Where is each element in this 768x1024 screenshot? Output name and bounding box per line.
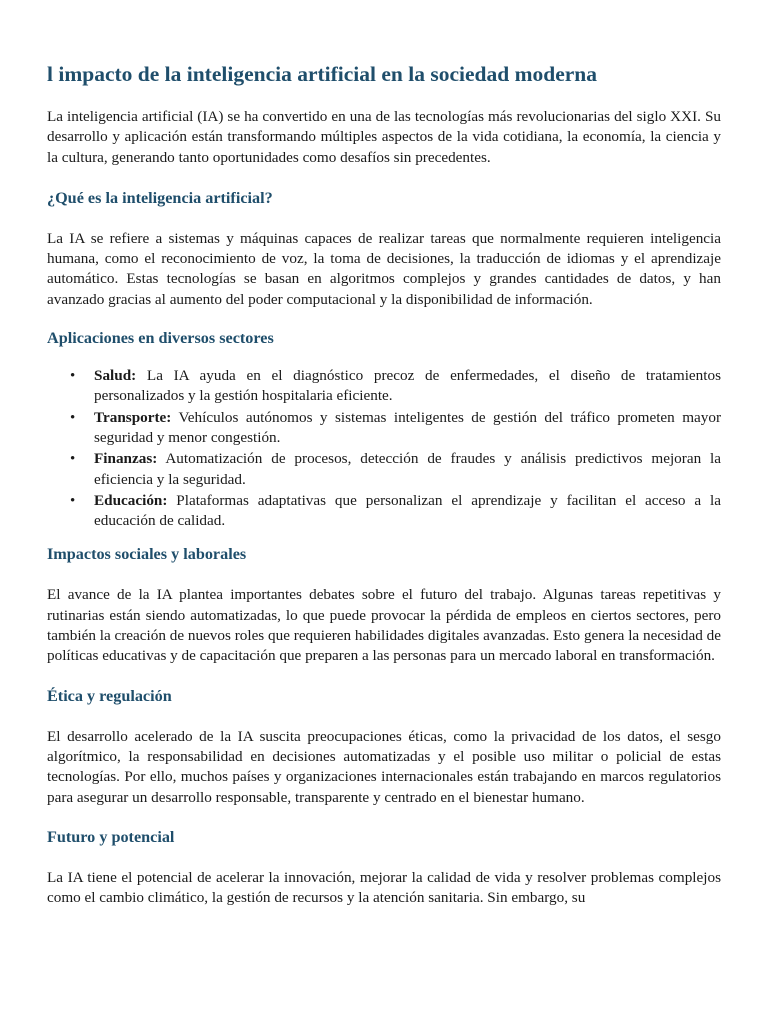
- bullet-term: Salud:: [94, 367, 137, 385]
- section-heading-what-is-ai: ¿Qué es la inteligencia artificial?: [47, 188, 273, 207]
- section-body-future: La IA tiene el potencial de acelerar la innovación, mejorar la calidad de vida y resolver problemas complejos como el cambio climático, la gestión de recursos y la atención sanitaria. Sin embargo, su: [47, 868, 721, 907]
- intro-paragraph: La inteligencia artificial (IA) se ha convertido en una de las tecnologías más revolucionarias del siglo XXI. Su desarrollo y aplicación están transformando múltiples aspectos de la vida cotidiana, la economía, la ciencia y la cultura, generando tanto oportunidades como desafíos sin precedentes.: [47, 108, 721, 166]
- bullet-text: Automatización de procesos, detección de fraudes y análisis predictivos mejoran la eficiencia y la seguridad.: [94, 450, 721, 488]
- bullet-icon: •: [70, 368, 76, 385]
- document-page: [47, 60, 721, 908]
- list-item-health: [47, 366, 721, 407]
- section-heading-social-impacts: Impactos sociales y laborales: [47, 545, 247, 564]
- section-body-what-is-ai: La IA se refiere a sistemas y máquinas capaces de realizar tareas que normalmente requieren inteligencia humana, como el reconocimiento de voz, la toma de decisiones, la traducción de idiomas y el aprendizaje automático. Estas tecnologías se basan en algoritmos complejos y grandes cantidades de datos, y han avanzado gracias al aumento del poder computacional y la disponibilidad de información.: [47, 229, 721, 308]
- bullet-term: Educación:: [94, 491, 168, 509]
- bullet-icon: •: [70, 409, 76, 426]
- bullet-icon: •: [70, 492, 76, 509]
- section-body-social-impacts: El avance de la IA plantea importantes debates sobre el futuro del trabajo. Algunas tareas repetitivas y rutinarias están siendo automatizadas, lo que puede provocar la pérdida de empleos en ciertos sectores, pero también la creación de nuevos roles que requieren habilidades digitales avanzadas. Esto genera la necesidad de políticas educativas y de capacitación que preparen a las personas para un mercado laboral en transformación.: [47, 586, 721, 665]
- bullet-text: La IA ayuda en el diagnóstico precoz de enfermedades, el diseño de tratamientos personalizados y la gestión hospitalaria eficiente.: [94, 367, 721, 405]
- applications-list: [47, 366, 721, 531]
- section-body-ethics: El desarrollo acelerado de la IA suscita preocupaciones éticas, como la privacidad de los datos, el sesgo algorítmico, la responsabilidad en decisiones automatizadas y el posible uso militar o policial de estas tecnologías. Por ello, muchos países y organizaciones internacionales están trabajando en marcos regulatorios para asegurar un desarrollo responsable, transparente y centrado en el bienestar humano.: [47, 727, 721, 806]
- bullet-icon: •: [70, 451, 76, 468]
- section-heading-ethics: Ética y regulación: [47, 686, 172, 705]
- document-title: l impacto de la inteligencia artificial en la sociedad moderna: [47, 62, 597, 86]
- list-item-transport: [47, 408, 721, 449]
- list-item-finance: [47, 449, 721, 490]
- bullet-text: Plataformas adaptativas que personalizan el aprendizaje y facilitan el acceso a la educación de calidad.: [94, 491, 721, 530]
- bullet-term: Transporte:: [94, 408, 172, 426]
- list-item-education: [47, 491, 721, 532]
- section-heading-future: Futuro y potencial: [47, 827, 175, 846]
- bullet-text: Vehículos autónomos y sistemas inteligentes de gestión del tráfico prometen mayor seguridad y menor congestión.: [94, 408, 721, 446]
- section-heading-applications: Aplicaciones en diversos sectores: [47, 329, 274, 348]
- bullet-term: Finanzas:: [94, 450, 158, 468]
